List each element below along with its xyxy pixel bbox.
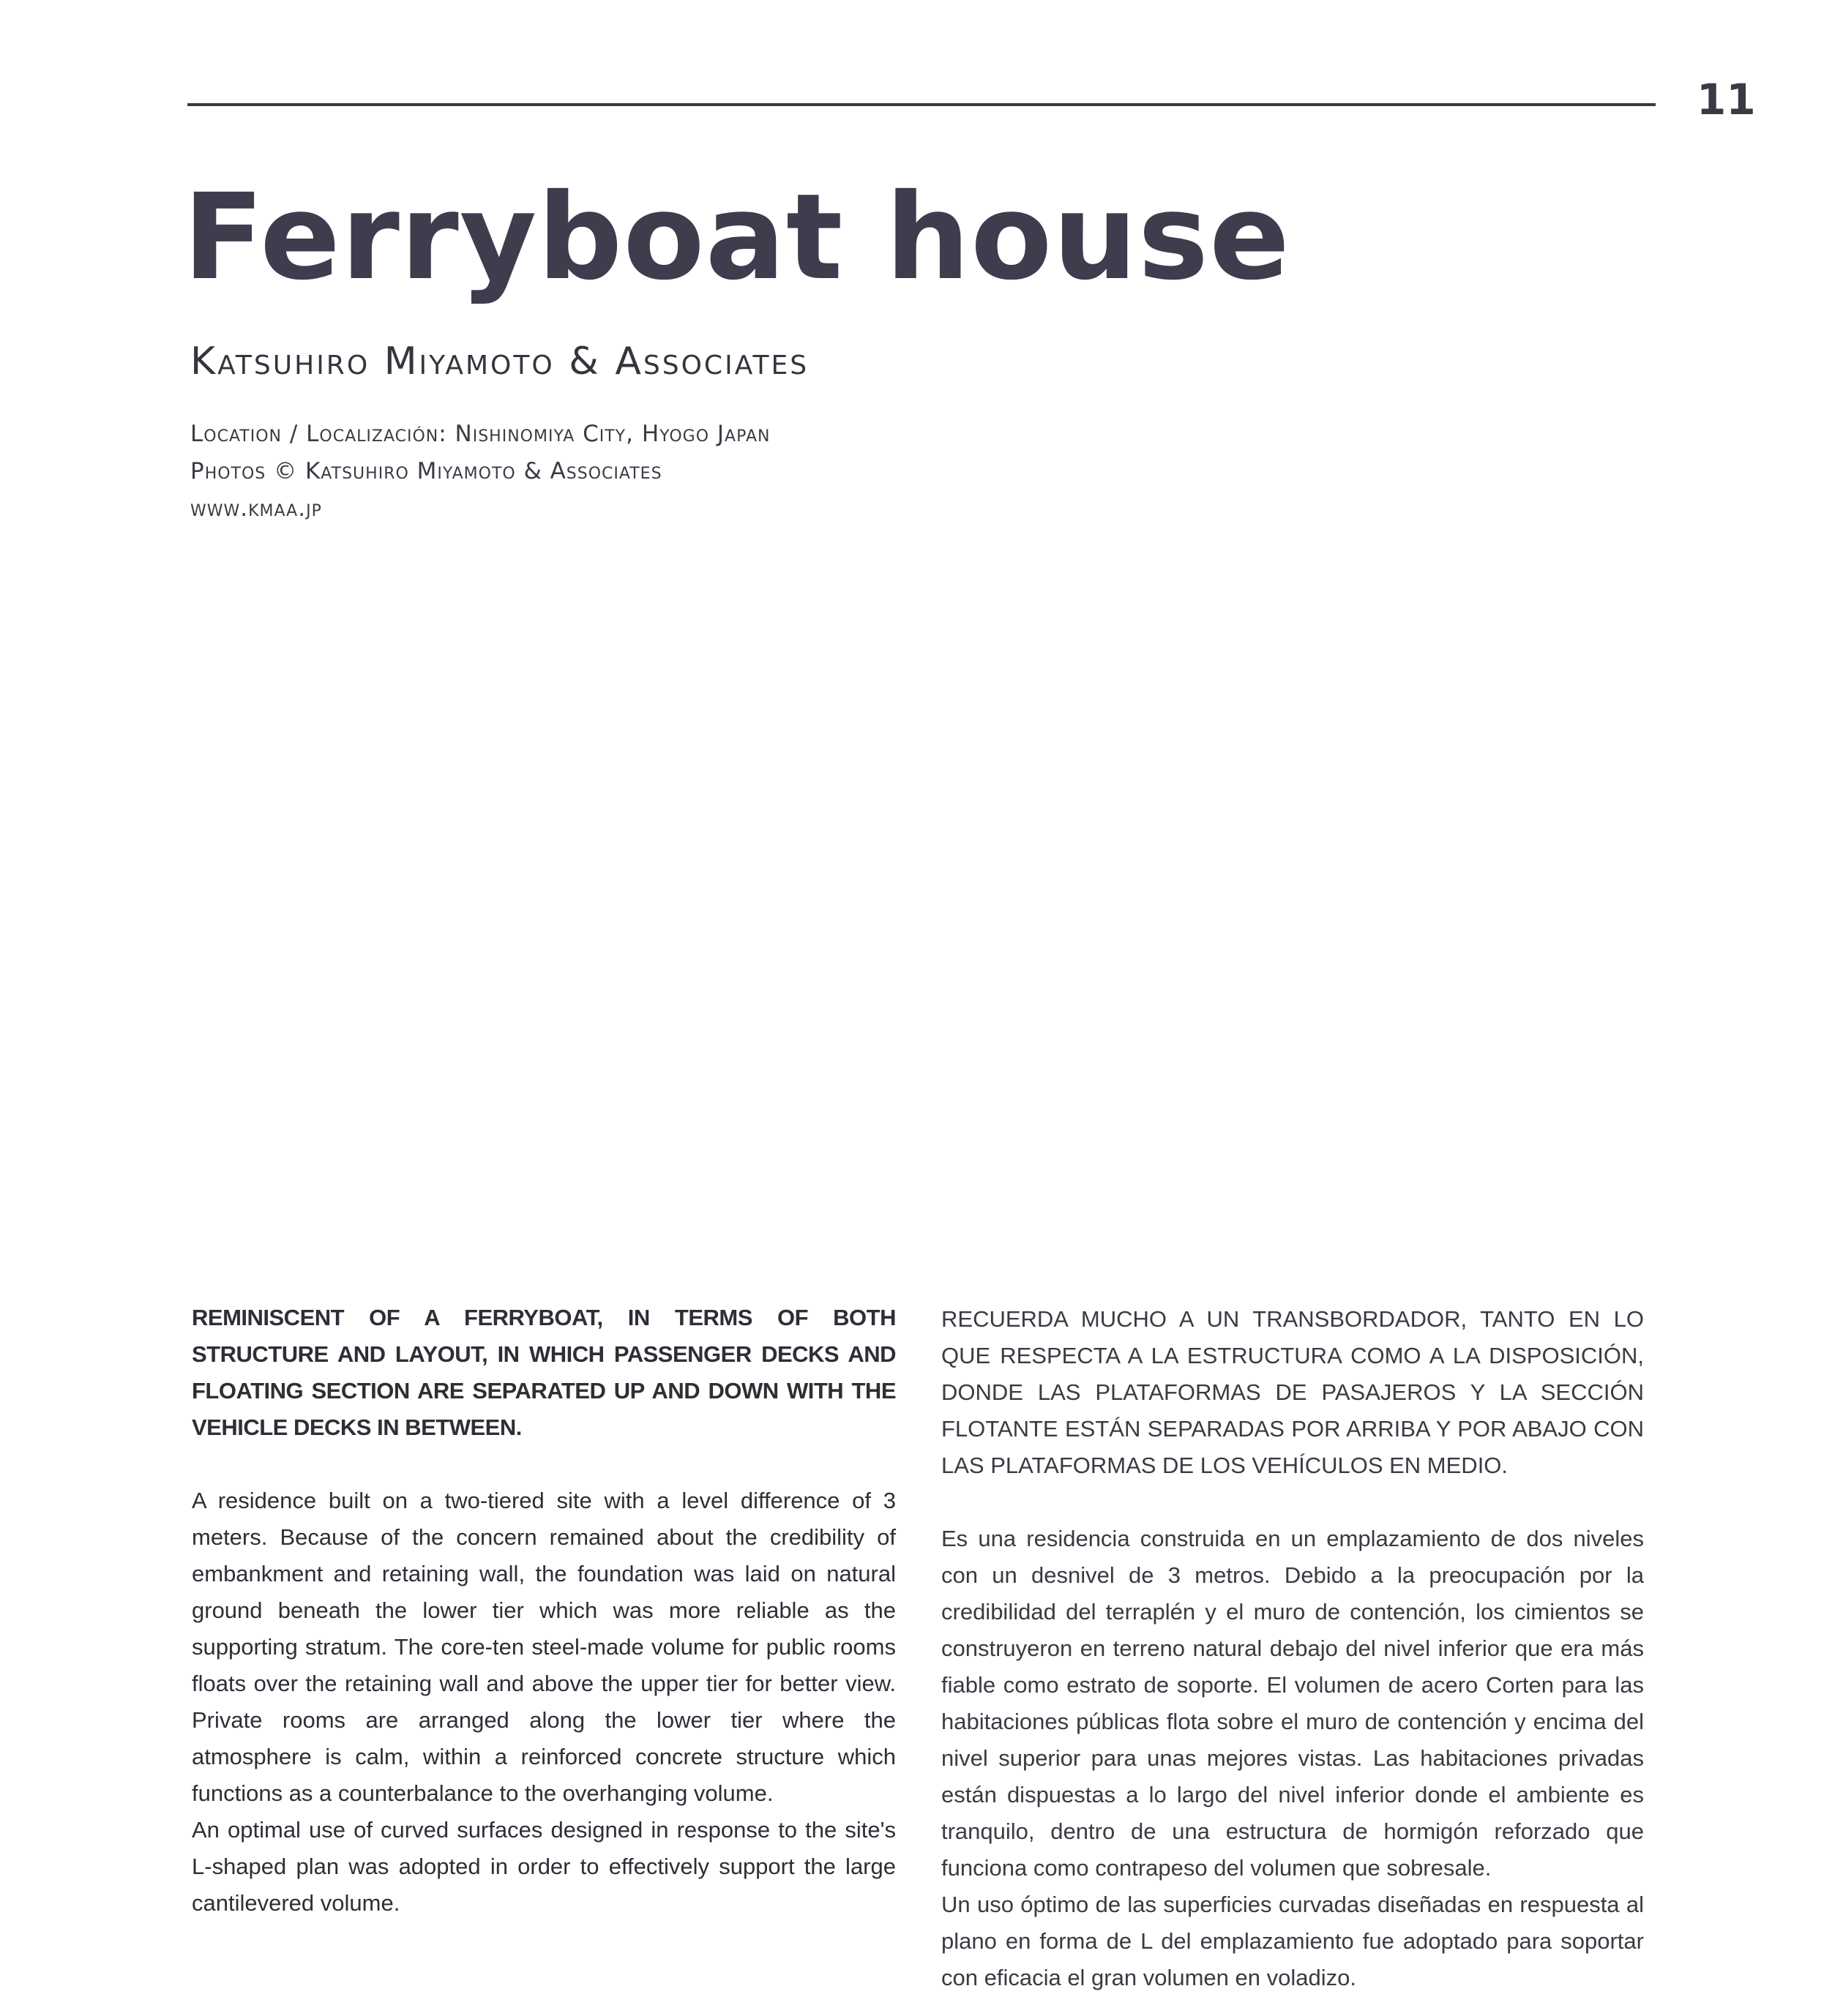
english-paragraph-2: An optimal use of curved surfaces designed in response to the site's L-shaped plan was adopted in order to effectively support the large cantilevered volume. [192, 1817, 896, 1916]
spanish-paragraph-1: Es una residencia construida en un emplazamiento de dos niveles con un desnivel de 3 metros. Debido a la preocupación por la credibilidad del terraplén y el muro de contención, los cimientos se construyeron en terreno natural debajo del nivel inferior que era más fiable como estrato de soporte. El volumen de acero Corten para las habitaciones públicas flota sobre el muro de contención y encima del nivel superior para unas mejores vistas. Las habitaciones privadas están dispuestas a lo largo del nivel inferior donde el ambiente es tranquilo, dentro de una estructura de hormigón reforzado que funciona como contrapeso del volumen que sobresale. [941, 1526, 1644, 1881]
credit-location: Location / Localización: Nishinomiya City, Hyogo Japan [190, 421, 771, 447]
spanish-lead: RECUERDA MUCHO A UN TRANSBORDADOR, TANTO EN LO QUE RESPECTA A LA ESTRUCTURA COMO A LA DISPOSICIÓN, DONDE LAS PLATAFORMAS DE PASAJEROS Y LA SECCIÓN FLOTANTE ESTÁN SEPARADAS POR ARRIBA Y POR ABAJO CON LAS PLATAFORMAS DE LOS VEHÍCULOS EN MEDIO. [941, 1306, 1644, 1478]
english-paragraph-1: A residence built on a two-tiered site with a level difference of 3 meters. Because of the concern remained about the credibility of embankment and retaining wall, the foundation was laid on natural ground beneath the lower tier which was more reliable as the supporting stratum. The core-ten steel-made volume for public rooms floats over the retaining wall and above the upper tier for better view. Private rooms are arranged along the lower tier where the atmosphere is calm, within a reinforced concrete structure which functions as a counterbalance to the overhanging volume. [192, 1488, 896, 1806]
article-credits [190, 416, 770, 528]
header-rule [187, 103, 1656, 106]
english-lead: REMINISCENT OF A FERRYBOAT, IN TERMS OF BOTH STRUCTURE AND LAYOUT, IN WHICH PASSENGER DECKS AND FLOATING SECTION ARE SEPARATED UP AND DOWN WITH THE VEHICLE DECKS IN BETWEEN. [192, 1305, 896, 1440]
spanish-paragraph-2: Un uso óptimo de las superficies curvadas diseñadas en respuesta al plano en forma de L del emplazamiento fue adoptado para soportar con eficacia el gran volumen en voladizo. [941, 1892, 1644, 1990]
page-number: 11 [1697, 75, 1756, 124]
article-title: Ferryboat house [183, 169, 1291, 307]
credit-website: www.kmaa.jp [190, 495, 322, 522]
spanish-column [941, 1301, 1644, 1996]
english-column [192, 1300, 896, 1922]
credit-photos: Photos © Katsuhiro Miyamoto & Associates [190, 458, 662, 484]
article-author: Katsuhiro Miyamoto & Associates [190, 340, 810, 383]
